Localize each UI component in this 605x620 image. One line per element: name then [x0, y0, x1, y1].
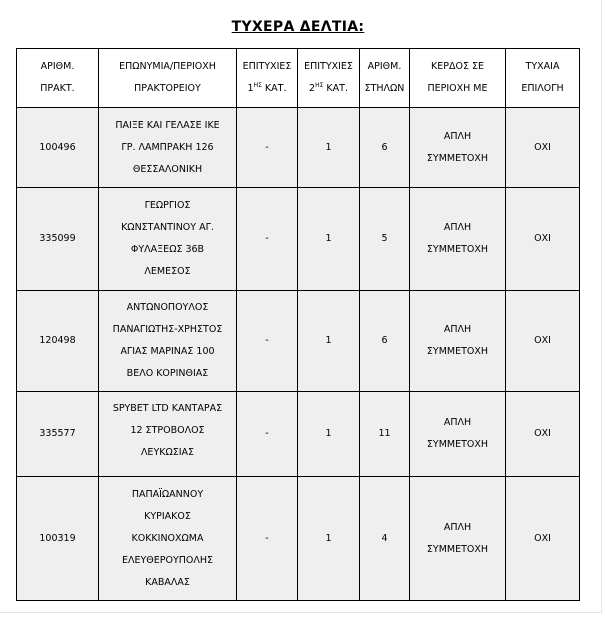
cell-agent-no: 100496: [17, 108, 99, 188]
cell-quick-pick: ΟΧΙ: [506, 477, 580, 601]
cell-quick-pick: ΟΧΙ: [506, 392, 580, 477]
cell-wins-1: -: [237, 108, 298, 188]
cell-agent-name: ΠΑΠΑΪΩΑΝΝΟΥ ΚΥΡΙΑΚΟΣ ΚΟΚΚΙΝΟΧΩΜΑ ΕΛΕΥΘΕΡΟΥΠΟΛΗΣ ΚΑΒΑΛΑΣ: [99, 477, 237, 601]
table-row: [17, 392, 580, 477]
cell-columns: 4: [360, 477, 410, 601]
cell-win-area: ΑΠΛΗ ΣΥΜΜΕΤΟΧΗ: [410, 477, 506, 601]
cell-wins-2: 1: [298, 392, 360, 477]
cell-agent-name: SPYBET LTD ΚΑΝΤΑΡΑΣ 12 ΣΤΡΟΒΟΛΟΣ ΛΕΥΚΩΣΙΑΣ: [99, 392, 237, 477]
header-win-area: ΚΕΡΔΟΣ ΣΕ ΠΕΡΙΟΧΗ ΜΕ: [410, 49, 506, 108]
table-row: [17, 108, 580, 188]
header-agent-name: ΕΠΩΝΥΜΙΑ/ΠΕΡΙΟΧΗ ΠΡΑΚΤΟΡΕΙΟΥ: [99, 49, 237, 108]
cell-win-area: ΑΠΛΗ ΣΥΜΜΕΤΟΧΗ: [410, 291, 506, 392]
header-wins-2: ΕΠΙΤΥΧΙΕΣ $2^{H\Sigma}$ ΚΑΤ.: [298, 49, 360, 108]
cell-win-area: ΑΠΛΗ ΣΥΜΜΕΤΟΧΗ: [410, 392, 506, 477]
header-row: [17, 49, 580, 108]
cell-agent-no: 335099: [17, 188, 99, 291]
cell-agent-name: ΓΕΩΡΓΙΟΣ ΚΩΝΣΤΑΝΤΙΝΟΥ ΑΓ. ΦΥΛΑΞΕΩΣ 36Β ΛΕΜΕΣΟΣ: [99, 188, 237, 291]
header-agent-no: ΑΡΙΘΜ. ΠΡΑΚΤ.: [17, 49, 99, 108]
header-quick-pick: ΤΥΧΑΙΑ ΕΠΙΛΟΓΗ: [506, 49, 580, 108]
table-row: [17, 291, 580, 392]
cell-columns: 5: [360, 188, 410, 291]
table-row: [17, 477, 580, 601]
lucky-tickets-table: [16, 48, 580, 601]
cell-wins-2: 1: [298, 477, 360, 601]
cell-wins-1: -: [237, 291, 298, 392]
cell-quick-pick: ΟΧΙ: [506, 291, 580, 392]
cell-agent-name: ΑΝΤΩΝΟΠΟΥΛΟΣ ΠΑΝΑΓΙΩΤΗΣ-ΧΡΗΣΤΟΣ ΑΓΙΑΣ ΜΑΡΙΝΑΣ 100 ΒΕΛΟ ΚΟΡΙΝΘΙΑΣ: [99, 291, 237, 392]
cell-wins-2: 1: [298, 188, 360, 291]
cell-win-area: ΑΠΛΗ ΣΥΜΜΕΤΟΧΗ: [410, 188, 506, 291]
header-columns: ΑΡΙΘΜ. ΣΤΗΛΩΝ: [360, 49, 410, 108]
cell-win-area: ΑΠΛΗ ΣΥΜΜΕΤΟΧΗ: [410, 108, 506, 188]
cell-agent-no: 120498: [17, 291, 99, 392]
cell-wins-1: -: [237, 392, 298, 477]
cell-agent-name: ΠΑΙΞΕ ΚΑΙ ΓΕΛΑΣΕ ΙΚΕ ΓΡ. ΛΑΜΠΡΑΚΗ 126 ΘΕΣΣΑΛΟΝΙΚΗ: [99, 108, 237, 188]
header-wins-1: ΕΠΙΤΥΧΙΕΣ $1^{H\Sigma}$ ΚΑΤ.: [237, 49, 298, 108]
cell-quick-pick: ΟΧΙ: [506, 188, 580, 291]
cell-quick-pick: ΟΧΙ: [506, 108, 580, 188]
cell-wins-1: -: [237, 477, 298, 601]
cell-columns: 11: [360, 392, 410, 477]
cell-wins-2: 1: [298, 108, 360, 188]
table-row: [17, 188, 580, 291]
cell-wins-2: 1: [298, 291, 360, 392]
cell-wins-1: -: [237, 188, 298, 291]
cell-agent-no: 335577: [17, 392, 99, 477]
cell-columns: 6: [360, 108, 410, 188]
cell-agent-no: 100319: [17, 477, 99, 601]
cell-columns: 6: [360, 291, 410, 392]
page-title: ΤΥΧΕΡΑ ΔΕΛΤΙΑ:: [231, 19, 365, 35]
